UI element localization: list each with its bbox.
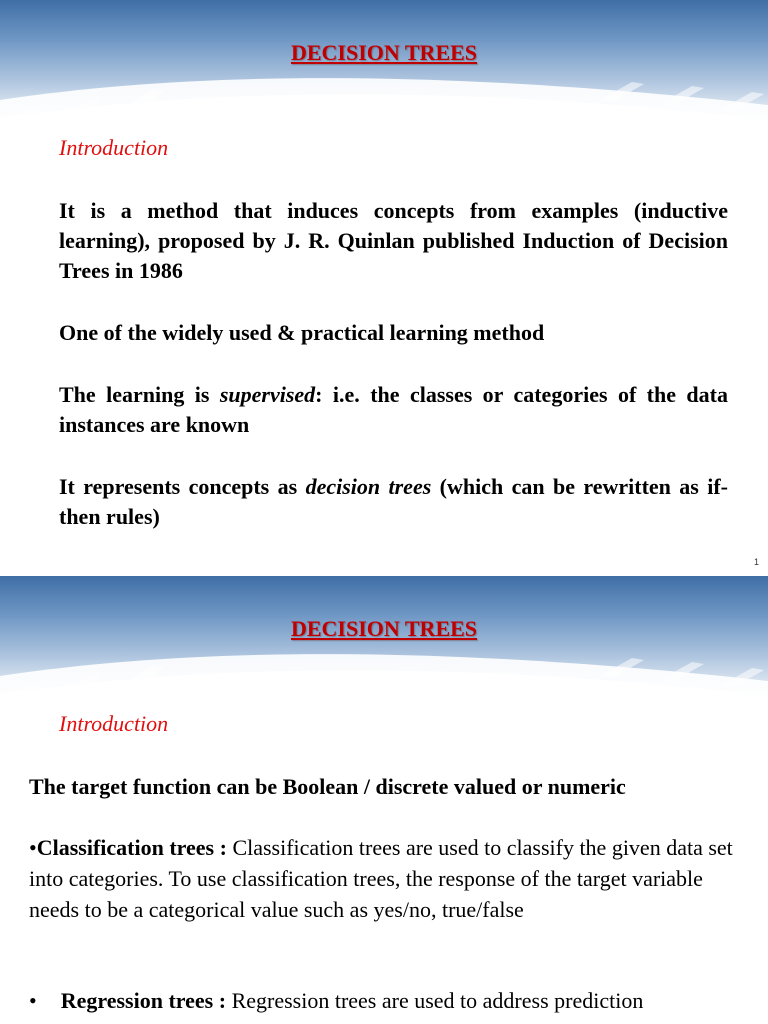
term-label: Regression trees :	[60, 988, 232, 1013]
paragraph-regression-trees	[29, 985, 768, 1016]
text: It represents concepts as	[59, 474, 306, 499]
paragraph-method: It is a method that induces concepts from examples (inductive learning), proposed by J. R. Quinlan published Induction of Decision Trees in 1986	[59, 198, 728, 283]
paragraph-widely-used: One of the widely used & practical learning method	[59, 320, 545, 345]
term-label: Classification trees :	[36, 835, 233, 860]
header-wave	[0, 576, 768, 716]
bullet: •	[29, 835, 37, 860]
definition-text: Regression trees are used to address prediction	[231, 988, 644, 1013]
page-number: 1	[753, 557, 759, 567]
emphasis: supervised	[219, 382, 316, 407]
section-heading: Introduction	[59, 711, 169, 736]
paragraph-supervised	[59, 380, 728, 440]
paragraph-represents	[59, 472, 728, 532]
header-wave	[0, 0, 768, 140]
slide-title: DECISION TREES	[290, 616, 478, 641]
text: (which can be rewritten as if-then rules)	[59, 474, 728, 529]
text: : i.e. the classes or categories of the data instances are known	[59, 382, 728, 437]
emphasis: decision trees	[305, 474, 432, 499]
header-band	[0, 0, 768, 140]
bullet: •	[29, 988, 37, 1013]
section-heading: Introduction	[59, 135, 169, 160]
paragraph-classification-trees	[29, 832, 749, 925]
definition-text: Classification trees are used to classify the given data set into categories. To use classification trees, the response of the target variable needs to be a categorical value such as yes/no, true/false	[29, 835, 733, 922]
paragraph-target-function: The target function can be Boolean / discrete valued or numeric	[29, 774, 626, 799]
header-band	[0, 576, 768, 716]
slide-2	[0, 576, 768, 1024]
text: The learning is	[59, 382, 220, 407]
slide-title: DECISION TREES	[290, 40, 478, 65]
